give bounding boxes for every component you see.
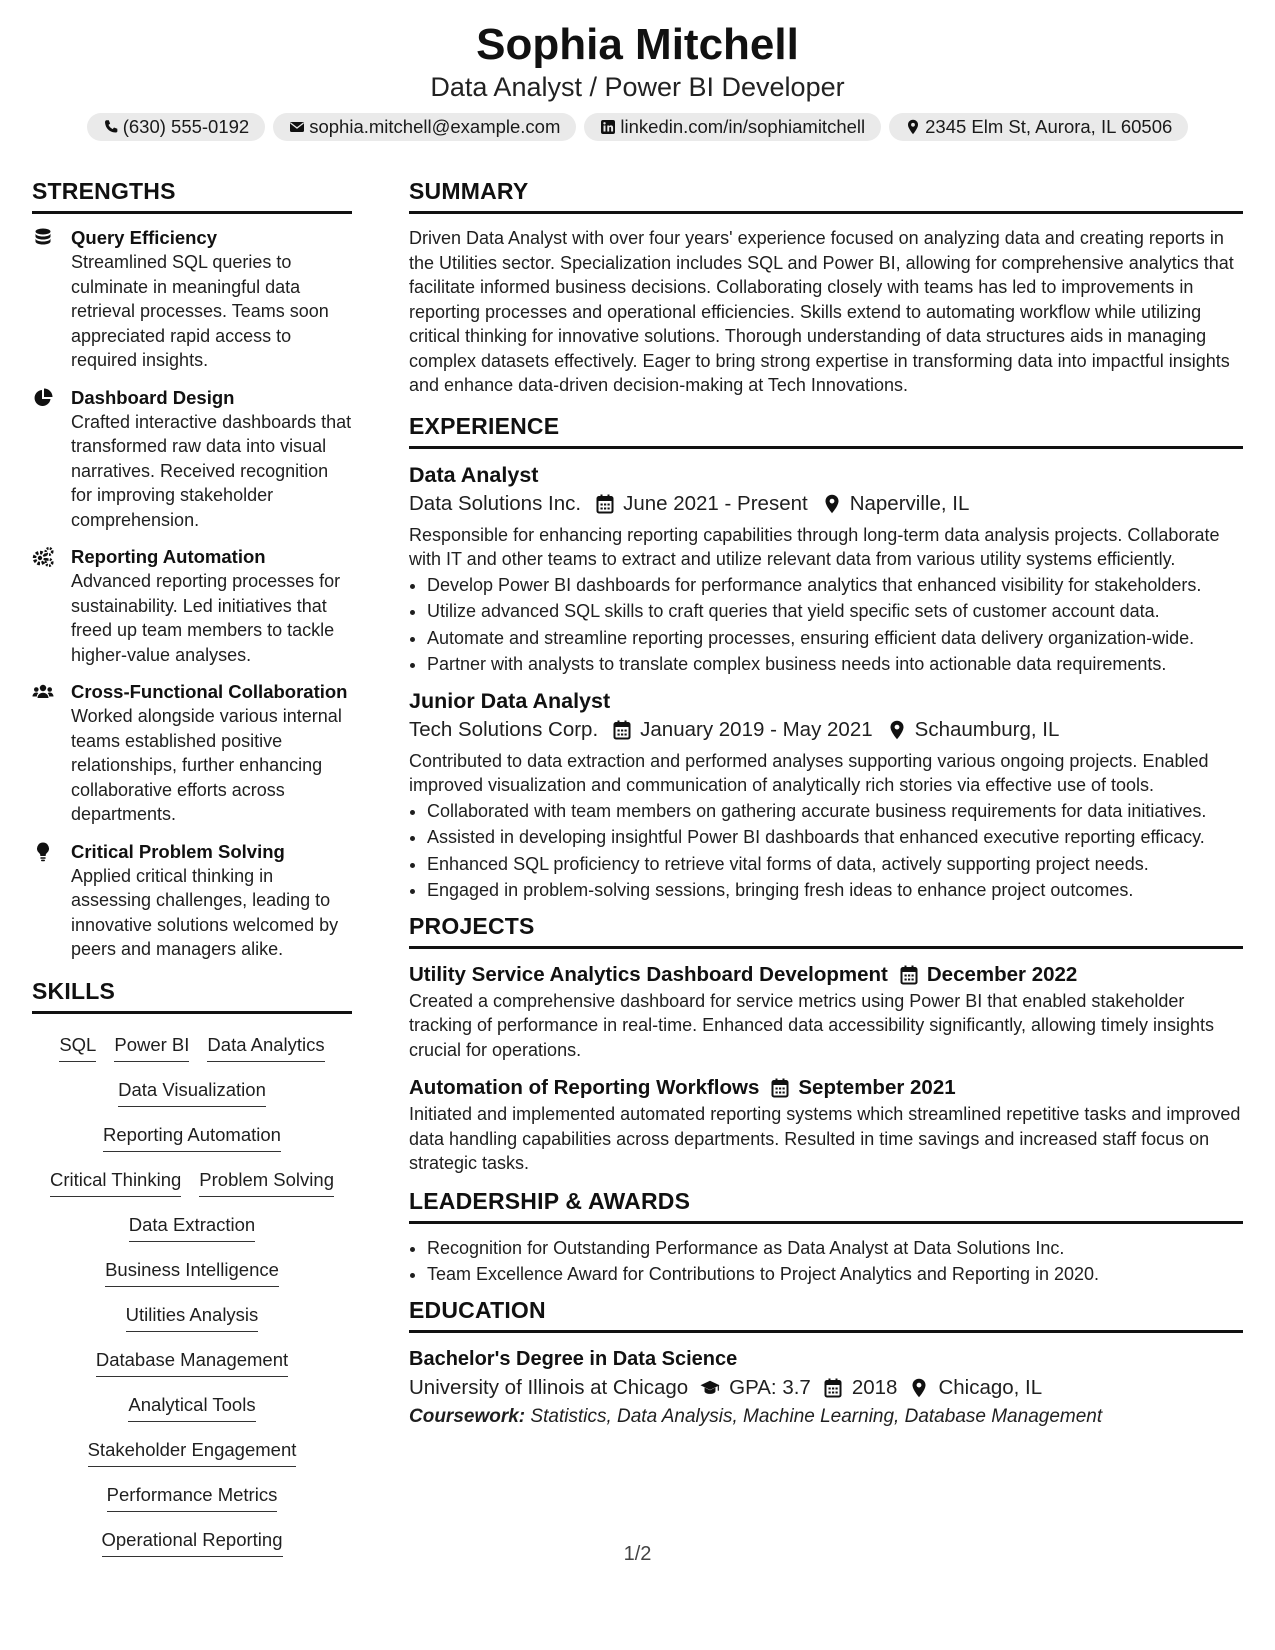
list-item: • Recognition for Outstanding Performance as Data Analyst at Data Solutions Inc. <box>427 1236 1243 1261</box>
job-location: Schaumburg, IL <box>914 717 1060 741</box>
skill-row <box>32 1030 352 1075</box>
job-dates: June 2021 - Present <box>623 491 808 515</box>
contact-address[interactable] <box>889 113 1188 141</box>
job-description: Contributed to data extraction and performed analyses supporting various ongoing projects. Enabled improved visualization and communication of analytically rich stories via effective use of tools. <box>409 750 1209 795</box>
contact-phone[interactable] <box>87 113 266 141</box>
contact-bar <box>0 113 1275 141</box>
education-degree: Bachelor's Degree in Data Science <box>409 1347 738 1370</box>
project-title-row <box>409 1074 1243 1102</box>
education-year: 2018 <box>851 1375 898 1399</box>
skill-row <box>32 1345 352 1390</box>
skill-tag: Data Analytics <box>207 1030 324 1062</box>
strength-desc: Streamlined SQL queries to culminate in meaningful data retrieval processes. Teams soon appreciated rapid access to required insights. <box>71 252 329 370</box>
strength-desc: Worked alongside various internal teams established positive relationships, further enhancing collaborative efforts across departments. <box>71 706 342 824</box>
skill-tag: SQL <box>59 1030 96 1062</box>
project-title: Automation of Reporting Workflows <box>409 1076 760 1099</box>
graduation-cap-icon <box>700 1378 720 1398</box>
users-icon <box>32 681 54 703</box>
coursework-list: Statistics, Data Analysis, Machine Learning, Database Management <box>530 1405 1103 1427</box>
summary-heading: SUMMARY <box>409 178 1243 214</box>
coursework-label: Coursework: <box>409 1405 526 1427</box>
skill-tag: Reporting Automation <box>103 1120 281 1152</box>
contact-address-text: 2345 Elm St, Aurora, IL 60506 <box>925 116 1173 137</box>
list-item: • Utilize advanced SQL skills to craft queries that yield specific sets of customer account data. <box>427 599 1243 624</box>
job-bullets <box>409 799 1243 903</box>
job-location: Naperville, IL <box>849 491 970 515</box>
list-item: • Collaborated with team members on gathering accurate business requirements for data initiatives. <box>427 799 1243 824</box>
list-item: • Develop Power BI dashboards for performance analytics that enhanced visibility for stakeholders. <box>427 573 1243 598</box>
map-pin-icon <box>888 720 906 740</box>
project-entry <box>409 961 1243 1063</box>
list-item: • Engaged in problem-solving sessions, bringing fresh ideas to enhance project outcomes. <box>427 878 1243 903</box>
calendar-icon <box>613 720 631 740</box>
contact-linkedin-text: linkedin.com/in/sophiamitchell <box>620 116 866 137</box>
project-title: Utility Service Analytics Dashboard Development <box>409 962 888 986</box>
skill-tag: Database Management <box>96 1345 288 1377</box>
job-bullets <box>409 573 1243 677</box>
coursework <box>409 1403 1243 1431</box>
job-dates: January 2019 - May 2021 <box>640 717 873 741</box>
job-company: Data Solutions Inc. <box>409 491 582 515</box>
list-item: • Assisted in developing insightful Power BI dashboards that enhanced executive reporting efficacy. <box>427 825 1243 850</box>
skill-row <box>32 1120 352 1165</box>
skill-tag: Power BI <box>114 1030 189 1062</box>
skill-row <box>32 1165 352 1210</box>
skill-row <box>32 1435 352 1480</box>
calendar-icon <box>823 1378 843 1398</box>
project-description: Created a comprehensive dashboard for service metrics using Power BI that enabled stakeholder tracking of performance in real-time. Enhanced data accessibility significantly, allowing timely insights crucial for operations. <box>409 990 1215 1060</box>
strength-item <box>32 386 352 533</box>
job-meta <box>409 715 1243 745</box>
job-company: Tech Solutions Corp. <box>409 717 599 741</box>
skill-tag: Data Extraction <box>129 1210 255 1242</box>
skill-tag: Analytical Tools <box>128 1390 255 1422</box>
experience-heading: EXPERIENCE <box>409 413 1243 449</box>
gears-icon <box>32 546 54 568</box>
strength-name: Dashboard Design <box>71 386 235 408</box>
strength-item <box>32 840 352 962</box>
linkedin-icon <box>600 119 616 135</box>
strengths-heading: STRENGTHS <box>32 178 352 214</box>
skill-row <box>32 1075 352 1120</box>
strength-name: Cross-Functional Collaboration <box>71 681 348 702</box>
strength-name: Critical Problem Solving <box>71 840 285 862</box>
education-school: University of Illinois at Chicago <box>409 1375 689 1399</box>
skill-tag: Operational Reporting <box>102 1525 283 1557</box>
contact-linkedin[interactable] <box>584 113 881 141</box>
projects-heading: PROJECTS <box>409 913 1243 949</box>
project-description: Initiated and implemented automated reporting systems which streamlined repetitive tasks and improved data handling capabilities across departments. Resulted in time savings and increased staff focus on strategic tasks. <box>409 1104 1241 1173</box>
phone-icon <box>103 119 119 135</box>
list-item: • Enhanced SQL proficiency to retrieve vital forms of data, actively supporting project needs. <box>427 852 1243 877</box>
strength-name: Reporting Automation <box>71 546 266 567</box>
education-meta <box>409 1373 1243 1403</box>
left-column <box>32 178 352 1570</box>
calendar-icon <box>900 965 918 985</box>
contact-email-text: sophia.mitchell@example.com <box>309 116 561 137</box>
envelope-icon <box>289 119 305 135</box>
skill-tag: Performance Metrics <box>107 1480 278 1512</box>
strength-desc: Crafted interactive dashboards that transformed raw data into visual narratives. Received recognition for improving stakeholder comprehension. <box>71 411 352 530</box>
list-item: • Team Excellence Award for Contributions to Project Analytics and Reporting in 2020. <box>427 1262 1243 1287</box>
strength-desc: Applied critical thinking in assessing challenges, leading to innovative solutions welcomed by peers and managers alike. <box>71 865 339 959</box>
strength-desc: Advanced reporting processes for sustainability. Led initiatives that freed up team members to tackle higher-value analyses. <box>71 571 341 665</box>
page-number: 1/2 <box>623 1543 652 1565</box>
map-pin-icon <box>823 494 841 514</box>
education-heading: EDUCATION <box>409 1297 1243 1333</box>
skill-tag: Stakeholder Engagement <box>88 1435 297 1467</box>
skill-row <box>32 1480 352 1525</box>
list-item: • Partner with analysts to translate complex business needs into actionable data requirements. <box>427 652 1243 677</box>
lightbulb-icon <box>32 841 54 863</box>
candidate-name: Sophia Mitchell <box>476 20 799 69</box>
calendar-icon <box>596 494 614 514</box>
pie-chart-icon <box>32 387 54 409</box>
skill-tag: Data Visualization <box>118 1075 266 1107</box>
list-item: • Automate and streamline reporting processes, ensuring efficient data delivery organization-wide. <box>427 626 1243 651</box>
skill-row <box>32 1390 352 1435</box>
right-column <box>409 178 1243 1431</box>
skills-list <box>32 1030 352 1570</box>
strength-item <box>32 226 352 373</box>
skill-tag: Critical Thinking <box>50 1165 181 1197</box>
project-title-row <box>409 961 1243 989</box>
strength-item <box>32 680 352 827</box>
job-title: Junior Data Analyst <box>409 688 611 713</box>
leadership-heading: LEADERSHIP & AWARDS <box>409 1188 1243 1224</box>
skill-row <box>32 1300 352 1345</box>
education-location: Chicago, IL <box>938 1375 1043 1399</box>
job-entry <box>409 687 1243 903</box>
awards-list <box>409 1236 1243 1287</box>
job-meta <box>409 489 1243 519</box>
skill-row <box>32 1255 352 1300</box>
strength-item <box>32 545 352 667</box>
candidate-title: Data Analyst / Power BI Developer <box>430 72 845 102</box>
job-entry <box>409 461 1243 677</box>
job-title: Data Analyst <box>409 462 539 487</box>
project-date: September 2021 <box>798 1076 956 1099</box>
skill-tag: Business Intelligence <box>105 1255 279 1287</box>
map-pin-icon <box>909 1378 929 1398</box>
project-entry <box>409 1074 1243 1176</box>
calendar-icon <box>771 1078 789 1098</box>
project-date: December 2022 <box>926 962 1078 986</box>
skill-tag: Utilities Analysis <box>126 1300 259 1332</box>
contact-phone-text: (630) 555-0192 <box>122 116 250 137</box>
skill-row <box>32 1210 352 1255</box>
skills-heading: SKILLS <box>32 978 352 1014</box>
strength-name: Query Efficiency <box>71 227 218 248</box>
contact-email[interactable] <box>273 113 576 141</box>
skill-tag: Problem Solving <box>199 1165 334 1197</box>
education-gpa: GPA: 3.7 <box>729 1375 811 1399</box>
job-description: Responsible for enhancing reporting capabilities through long-term data analysis projects. Collaborate with IT and other teams to extract and utilize relevant data from various utility systems efficiently. <box>409 524 1220 569</box>
map-pin-icon <box>905 119 921 135</box>
summary-text: Driven Data Analyst with over four years' experience focused on analyzing data and creating reports in the Utilities sector. Specialization includes SQL and Power BI, allowing for comprehensive analytics that facilitate informed business decisions. Collaborating closely with teams has led to improvements in reporting processes and operational efficiencies. Skills extend to automating workflow while utilizing critical thinking for innovative solutions. Thorough understanding of data structures aids in managing complex datasets effectively. Eager to bring strong expertise in transforming data into impactful insights and enhance data-driven decision-making at Tech Innovations. <box>409 228 1234 395</box>
database-icon <box>32 227 54 249</box>
